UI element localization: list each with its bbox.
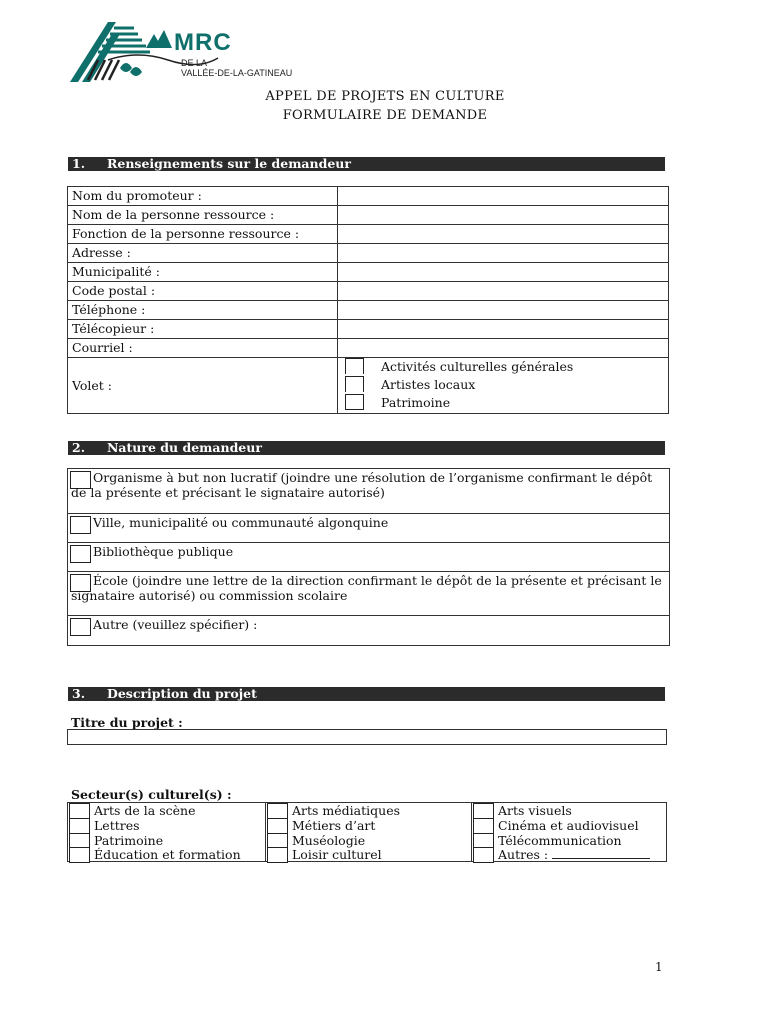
table-row bbox=[68, 206, 668, 225]
volet-checkbox[interactable] bbox=[345, 376, 364, 392]
sector-checkbox[interactable] bbox=[267, 818, 288, 834]
document-subtitle: FORMULAIRE DE DEMANDE bbox=[282, 108, 488, 123]
nature-option-row bbox=[68, 514, 669, 543]
section3-title: Description du projet bbox=[107, 686, 257, 701]
volet-checkbox[interactable] bbox=[345, 394, 364, 410]
section2-title: Nature du demandeur bbox=[107, 440, 262, 455]
sector-checkbox[interactable] bbox=[267, 803, 288, 819]
sector-label: Lettres bbox=[94, 818, 140, 833]
sector-label: Loisir culturel bbox=[292, 847, 382, 862]
sector-checkbox[interactable] bbox=[69, 803, 90, 819]
postal-code-field[interactable] bbox=[338, 282, 668, 300]
other-sector-label: Autres : bbox=[498, 847, 549, 862]
logo-sub-line2: VALLÉE-DE-LA-GATINEAU bbox=[181, 68, 293, 78]
applicant-info-table bbox=[67, 186, 669, 414]
nature-option-row bbox=[68, 543, 669, 572]
contact-role-field[interactable] bbox=[338, 225, 668, 243]
column-divider bbox=[471, 803, 472, 861]
field-label: Nom de la personne ressource : bbox=[68, 206, 338, 224]
volet-label: Volet : bbox=[68, 358, 338, 413]
project-title-field[interactable] bbox=[67, 729, 667, 745]
nature-option-label: Autre (veuillez spécifier) : bbox=[93, 617, 258, 632]
section2-header bbox=[68, 441, 665, 455]
sector-label: Muséologie bbox=[292, 833, 366, 848]
sector-checkbox[interactable] bbox=[473, 803, 494, 819]
project-title-label: Titre du projet : bbox=[71, 715, 183, 730]
sector-label: Éducation et formation bbox=[94, 847, 241, 862]
table-row bbox=[68, 282, 668, 301]
volet-option-label: Activités culturelles générales bbox=[381, 359, 574, 374]
field-label: Fonction de la personne ressource : bbox=[68, 225, 338, 243]
sector-checkbox[interactable] bbox=[473, 818, 494, 834]
table-row bbox=[68, 244, 668, 263]
municipality-field[interactable] bbox=[338, 263, 668, 281]
email-field[interactable] bbox=[338, 339, 668, 357]
sector-checkbox[interactable] bbox=[69, 847, 90, 863]
field-label: Municipalité : bbox=[68, 263, 338, 281]
sector-label bbox=[498, 847, 650, 862]
nature-option-row bbox=[68, 469, 669, 514]
nature-option-label: École (joindre une lettre de la direction confirmant le dépôt de la présente et précisant le signataire autorisé) ou commission scolaire bbox=[71, 573, 662, 603]
field-label: Courriel : bbox=[68, 339, 338, 357]
sectors-table bbox=[67, 802, 667, 862]
nature-option-label: Organisme à but non lucratif (joindre une résolution de l’organisme confirmant le dépôt de la présente et précisant le signataire autorisé) bbox=[71, 470, 653, 500]
nature-option-row bbox=[68, 616, 669, 645]
section3-header bbox=[68, 687, 665, 701]
field-label: Code postal : bbox=[68, 282, 338, 300]
table-row bbox=[68, 339, 668, 358]
sector-checkbox[interactable] bbox=[267, 847, 288, 863]
volet-options bbox=[338, 358, 668, 413]
document-title: APPEL DE PROJETS EN CULTURE bbox=[265, 89, 505, 104]
sector-label: Arts de la scène bbox=[94, 803, 196, 818]
table-row bbox=[68, 187, 668, 206]
table-row bbox=[68, 301, 668, 320]
sector-label: Arts visuels bbox=[498, 803, 572, 818]
nature-option-label: Bibliothèque publique bbox=[93, 544, 234, 559]
volet-row bbox=[68, 358, 668, 413]
sector-checkbox[interactable] bbox=[473, 847, 494, 863]
section2-number: 2. bbox=[72, 440, 86, 455]
applicant-nature-table bbox=[67, 468, 670, 646]
sector-label: Patrimoine bbox=[94, 833, 164, 848]
sector-label: Arts médiatiques bbox=[292, 803, 401, 818]
field-label: Télécopieur : bbox=[68, 320, 338, 338]
page-number: 1 bbox=[655, 960, 663, 974]
section1-number: 1. bbox=[72, 156, 86, 171]
logo-wordmark: MRC bbox=[174, 29, 232, 56]
other-sector-field[interactable] bbox=[552, 847, 650, 859]
table-row bbox=[68, 225, 668, 244]
fax-field[interactable] bbox=[338, 320, 668, 338]
sector-label: Télécommunication bbox=[498, 833, 622, 848]
section1-title: Renseignements sur le demandeur bbox=[107, 156, 351, 171]
section3-number: 3. bbox=[72, 686, 86, 701]
contact-name-field[interactable] bbox=[338, 206, 668, 224]
nature-option-row bbox=[68, 572, 669, 616]
volet-option-label: Patrimoine bbox=[381, 395, 451, 410]
sector-checkbox[interactable] bbox=[69, 818, 90, 834]
promoter-name-field[interactable] bbox=[338, 187, 668, 205]
address-field[interactable] bbox=[338, 244, 668, 262]
section1-header bbox=[68, 157, 665, 171]
table-row bbox=[68, 320, 668, 339]
logo-sub-line1: DE LA bbox=[181, 58, 208, 68]
sector-label: Cinéma et audiovisuel bbox=[498, 818, 639, 833]
phone-field[interactable] bbox=[338, 301, 668, 319]
table-row bbox=[68, 263, 668, 282]
sectors-label: Secteur(s) culturel(s) : bbox=[71, 787, 232, 802]
field-label: Nom du promoteur : bbox=[68, 187, 338, 205]
logo-subtitle bbox=[181, 58, 292, 78]
field-label: Adresse : bbox=[68, 244, 338, 262]
field-label: Téléphone : bbox=[68, 301, 338, 319]
volet-checkbox[interactable] bbox=[345, 358, 364, 374]
nature-option-label: Ville, municipalité ou communauté algonquine bbox=[93, 515, 389, 530]
sector-label: Métiers d’art bbox=[292, 818, 376, 833]
column-divider bbox=[265, 803, 266, 861]
volet-option-label: Artistes locaux bbox=[381, 377, 476, 392]
